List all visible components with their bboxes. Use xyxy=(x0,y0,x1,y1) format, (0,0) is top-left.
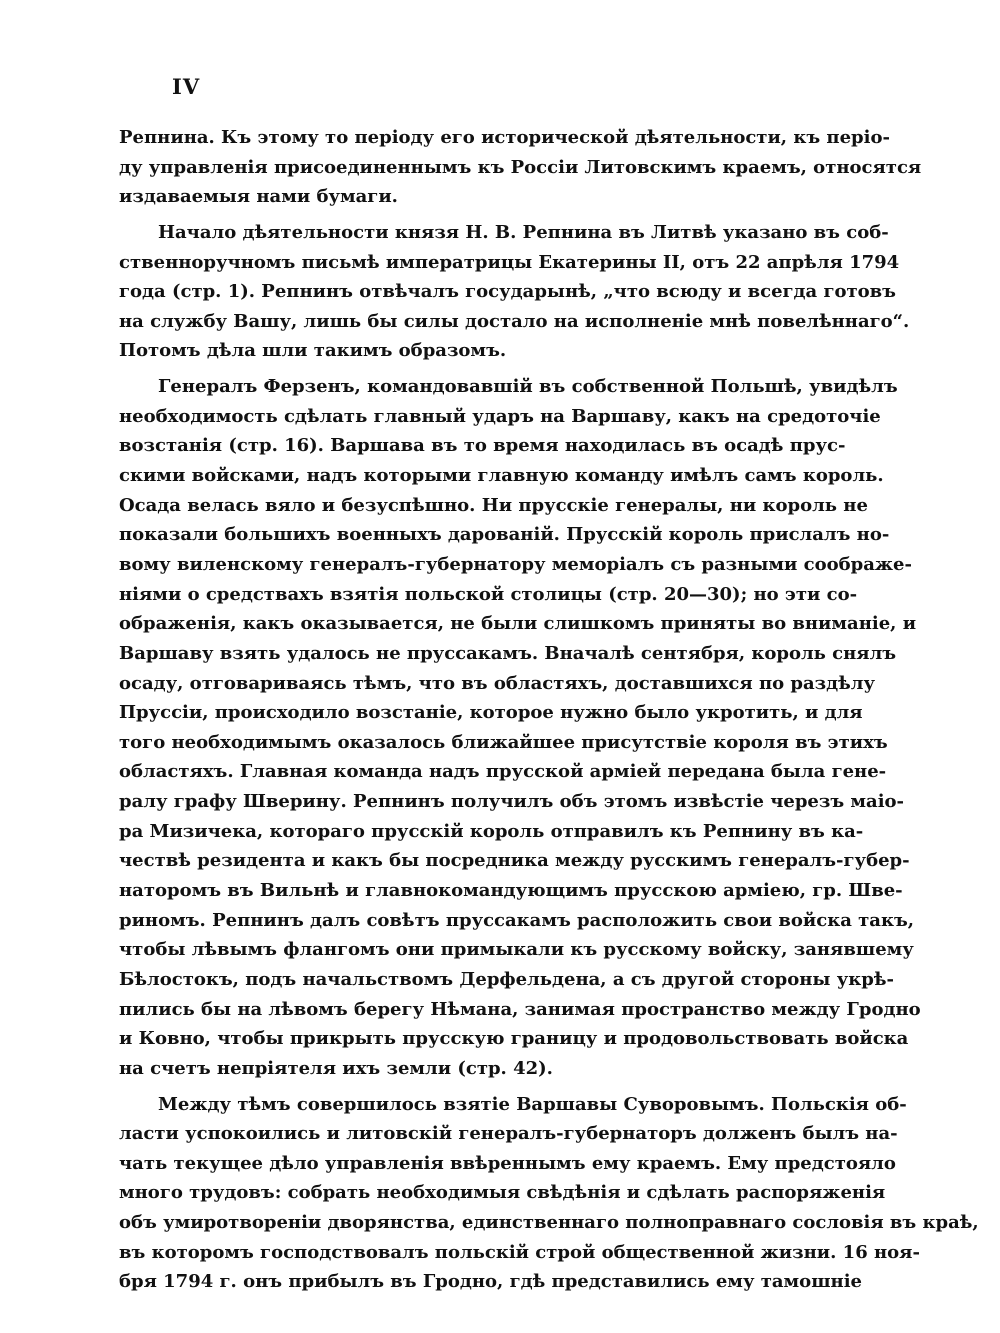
body-text xyxy=(119,123,979,1297)
text-line: показали большихъ военныхъ дарованій. Прусскій король прислалъ но- xyxy=(119,524,890,546)
text-line: чать текущее дѣло управленія ввѣреннымъ ему краемъ. Ему предстояло xyxy=(119,1152,896,1174)
page-number: IV xyxy=(172,74,201,99)
text-line: Пруссіи, происходило возстаніе, которое нужно было укротить, и для xyxy=(119,702,863,724)
text-line: ображенія, какъ оказывается, не были слишкомъ приняты во вниманіе, и xyxy=(119,613,917,635)
text-line: на службу Вашу, лишь бы силы достало на исполненіе мнѣ повелѣннаго“. xyxy=(119,310,910,332)
text-line: объ умиротвореніи дворянства, единственнаго полноправнаго сословія въ краѣ, xyxy=(119,1212,979,1234)
text-line: и Ковно, чтобы прикрыть прусскую границу и продовольствовать войска xyxy=(119,1028,909,1050)
text-line: ралу графу Шверину. Репнинъ получилъ объ этомъ извѣстіе черезъ маіо- xyxy=(119,791,905,813)
text-line: на счетъ непріятеля ихъ земли (стр. 42). xyxy=(119,1057,553,1079)
text-line: Репнина. Къ этому то періоду его исторической дѣятельности, къ періо- xyxy=(119,127,890,148)
text-line: чтобы лѣвымъ флангомъ они примыкали къ русскому войску, занявшему xyxy=(119,939,914,961)
text-line: въ которомъ господствовалъ польскій строй общественной жизни. 16 ноя- xyxy=(119,1241,920,1263)
text-line: Потомъ дѣла шли такимъ образомъ. xyxy=(119,340,507,362)
text-line: пились бы на лѣвомъ берегу Нѣмана, занимая пространство между Гродно xyxy=(119,998,921,1020)
text-line: Генералъ Ферзенъ, командовавшій въ собственной Польшѣ, увидѣлъ xyxy=(158,376,898,398)
text-line: наторомъ въ Вильнѣ и главнокомандующимъ прусскою арміею, гр. Шве- xyxy=(119,880,903,902)
text-line: Начало дѣятельности князя Н. В. Репнина въ Литвѣ указано въ соб- xyxy=(158,221,889,243)
text-line: того необходимымъ оказалось ближайшее присутствіе короля въ этихъ xyxy=(119,731,888,753)
text-line: скими войсками, надъ которыми главную команду имѣлъ самъ король. xyxy=(119,465,884,487)
text-line: много трудовъ: собрать необходимыя свѣдѣнія и сдѣлать распоряженія xyxy=(119,1182,886,1204)
text-line: ласти успокоились и литовскій генералъ-губернаторъ долженъ былъ на- xyxy=(119,1123,898,1145)
text-line: Бѣлостокъ, подъ начальствомъ Дерфельдена, а съ другой стороны укрѣ- xyxy=(119,968,894,990)
text-line: риномъ. Репнинъ далъ совѣтъ пруссакамъ расположить свои войска такъ, xyxy=(119,909,915,931)
text-line: года (стр. 1). Репнинъ отвѣчалъ государынѣ, „что всюду и всегда готовъ xyxy=(119,281,896,303)
text-line: издаваемыя нами бумаги. xyxy=(119,186,398,208)
text-line: необходимость сдѣлать главный ударъ на Варшаву, какъ на средоточіе xyxy=(119,405,881,427)
text-line: возстанія (стр. 16). Варшава въ то время находилась въ осадѣ прус- xyxy=(119,435,846,457)
text-line: чествѣ резидента и какъ бы посредника между русскимъ генералъ-губер- xyxy=(119,850,910,872)
text-line: Между тѣмъ совершилось взятіе Варшавы Суворовымъ. Польскія об- xyxy=(158,1093,907,1115)
text-line: ственноручномъ письмѣ императрицы Екатерины II, отъ 22 апрѣля 1794 xyxy=(119,251,900,273)
text-line: осаду, отговариваясь тѣмъ, что въ областяхъ, доставшихся по раздѣлу xyxy=(119,672,875,694)
text-line: областяхъ. Главная команда надъ прусской арміей передана была гене- xyxy=(119,761,887,783)
text-line: Варшаву взять удалось не пруссакамъ. Вначалѣ сентября, король снялъ xyxy=(119,642,897,664)
text-line: Осада велась вяло и безуспѣшно. Ни прусскіе генералы, ни король не xyxy=(119,494,868,516)
text-line: вому виленскому генералъ-губернатору меморіалъ съ разными соображе- xyxy=(119,553,912,575)
text-line: бря 1794 г. онъ прибылъ въ Гродно, гдѣ представились ему тамошніе xyxy=(119,1271,863,1293)
text-line: ніями о средствахъ взятія польской столицы (стр. 20—30); но эти со- xyxy=(119,583,858,605)
text-line: ду управленія присоединеннымъ къ Россіи Литовскимъ краемъ, относятся xyxy=(119,156,922,178)
text-line: ра Мизичека, котораго прусскій король отправилъ къ Репнину въ ка- xyxy=(119,820,864,842)
